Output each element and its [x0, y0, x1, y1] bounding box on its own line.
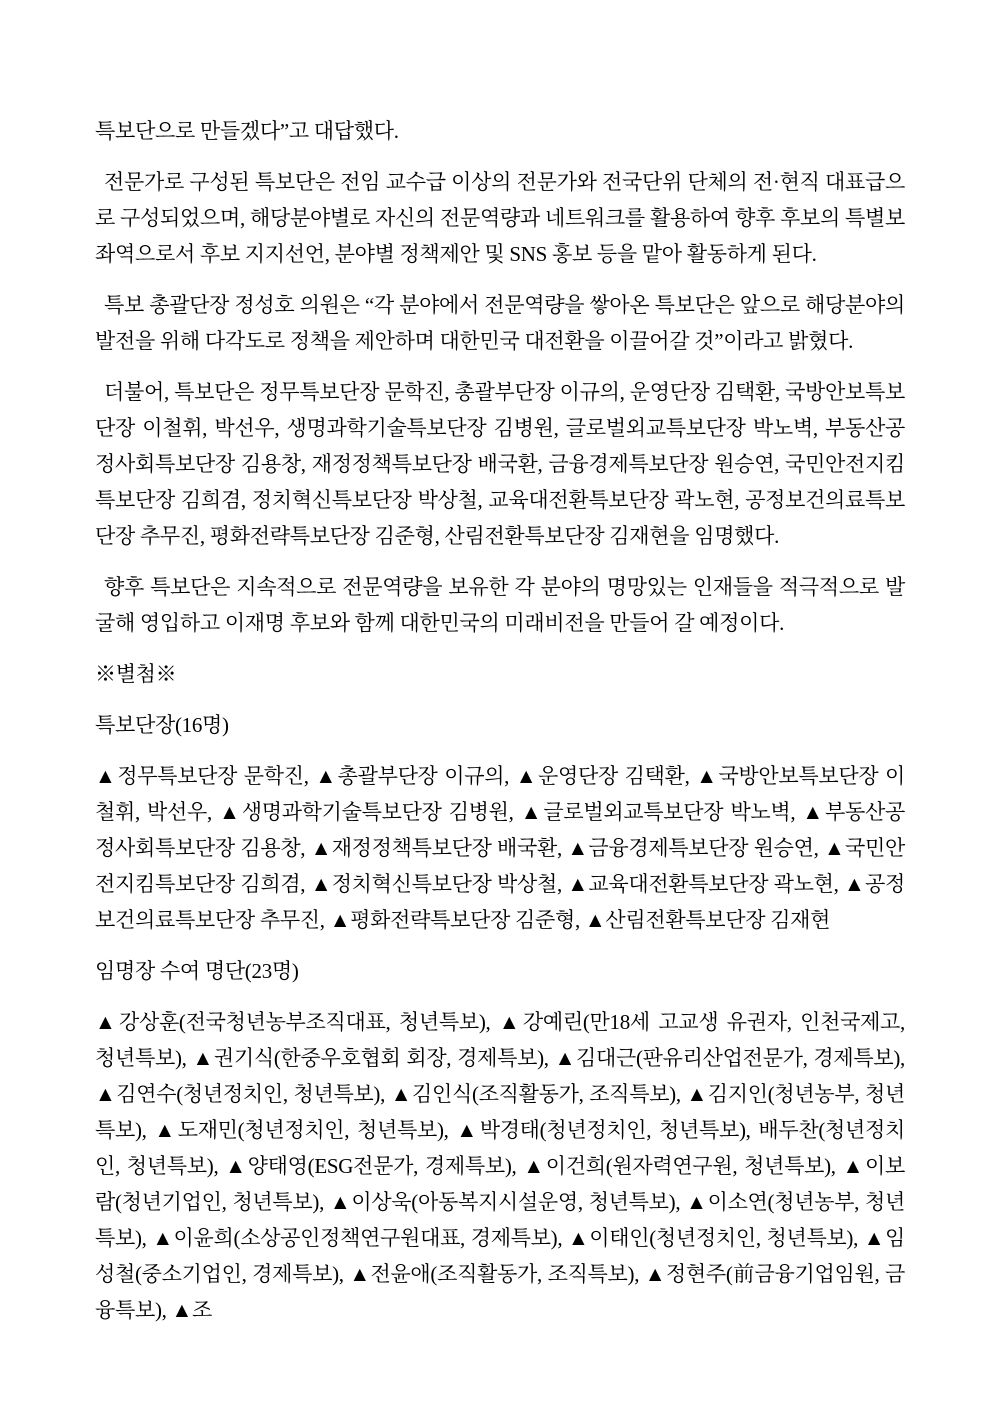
list-appointees: ▲강상훈(전국청년농부조직대표, 청년특보), ▲강예린(만18세 고교생 유권자, 인천국제고, 청년특보), ▲권기식(한중우호협회 회장, 경제특보), ▲김대근(판유리산업전문가, 경제특보), ▲김연수(청년정치인, 청년특보), ▲김인식(조직활동가, 조직특보), ▲김지인(청년농부, 청년특보), ▲도재민(청년정치인, 청년특보), ▲박경태(청년정치인, 청년특보), 배두찬(청년정치인, 청년특보), ▲양태영(ESG전문가, 경제특보), ▲이건희(원자력연구원, 청년특보), ▲이보람(청년기업인, 청년특보), ▲이상욱(아동복지시설운영, 청년특보), ▲이소연(청년농부, 청년특보), ▲이윤희(소상공인정책연구원대표, 경제특보), ▲이태인(청년정치인, 청년특보), ▲임성철(중소기업인, 경제특보), ▲전윤애(조직활동가, 조직특보), ▲정현주(前금융기업임원, 금융특보), ▲조	[95, 1010, 905, 1322]
paragraph-continuation: 특보단으로 만들겠다”고 대답했다.	[95, 119, 399, 143]
heading-appointment-list: 임명장 수여 명단(23명)	[95, 959, 299, 983]
paragraph-quote-jeongseongho: 특보 총괄단장 정성호 의원은 “각 분야에서 전문역량을 쌓아온 특보단은 앞으로 해당분야의 발전을 위해 다각도로 정책을 제안하며 대한민국 대전환을 이끌어갈 것”이라고 밝혔다.	[95, 293, 905, 353]
paragraph-composition: 전문가로 구성된 특보단은 전임 교수급 이상의 전문가와 전국단위 단체의 전·현직 대표급으로 구성되었으며, 해당분야별로 자신의 전문역량과 네트워크를 활용하여 향후 후보의 특별보좌역으로서 후보 지지선언, 분야별 정책제안 및 SNS 홍보 등을 맡아 활동하게 된다.	[95, 170, 905, 266]
paragraph-appointments: 더불어, 특보단은 정무특보단장 문학진, 총괄부단장 이규의, 운영단장 김택환, 국방안보특보단장 이철휘, 박선우, 생명과학기술특보단장 김병원, 글로벌외교특보단장 박노벽, 부동산공정사회특보단장 김용창, 재정정책특보단장 배국환, 금융경제특보단장 원승연, 국민안전지킴특보단장 김희겸, 정치혁신특보단장 박상철, 교육대전환특보단장 곽노현, 공정보건의료특보단장 추무진, 평화전략특보단장 김준형, 산림전환특보단장 김재현을 임명했다.	[95, 380, 905, 548]
list-advisor-heads: ▲정무특보단장 문학진, ▲총괄부단장 이규의, ▲운영단장 김택환, ▲국방안보특보단장 이철휘, 박선우, ▲생명과학기술특보단장 김병원, ▲글로벌외교특보단장 박노벽, ▲부동산공정사회특보단장 김용창, ▲재정정책특보단장 배국환, ▲금융경제특보단장 원승연, ▲국민안전지킴특보단장 김희겸, ▲정치혁신특보단장 박상철, ▲교육대전환특보단장 곽노현, ▲공정보건의료특보단장 추무진, ▲평화전략특보단장 김준형, ▲산림전환특보단장 김재현	[95, 764, 905, 932]
heading-advisor-heads: 특보단장(16명)	[95, 713, 229, 737]
document-content	[95, 113, 905, 1343]
attachment-marker: ※별첨※	[95, 662, 177, 686]
paragraph-future-plan: 향후 특보단은 지속적으로 전문역량을 보유한 각 분야의 명망있는 인재들을 적극적으로 발굴해 영입하고 이재명 후보와 함께 대한민국의 미래비전을 만들어 갈 예정이다.	[95, 575, 905, 635]
